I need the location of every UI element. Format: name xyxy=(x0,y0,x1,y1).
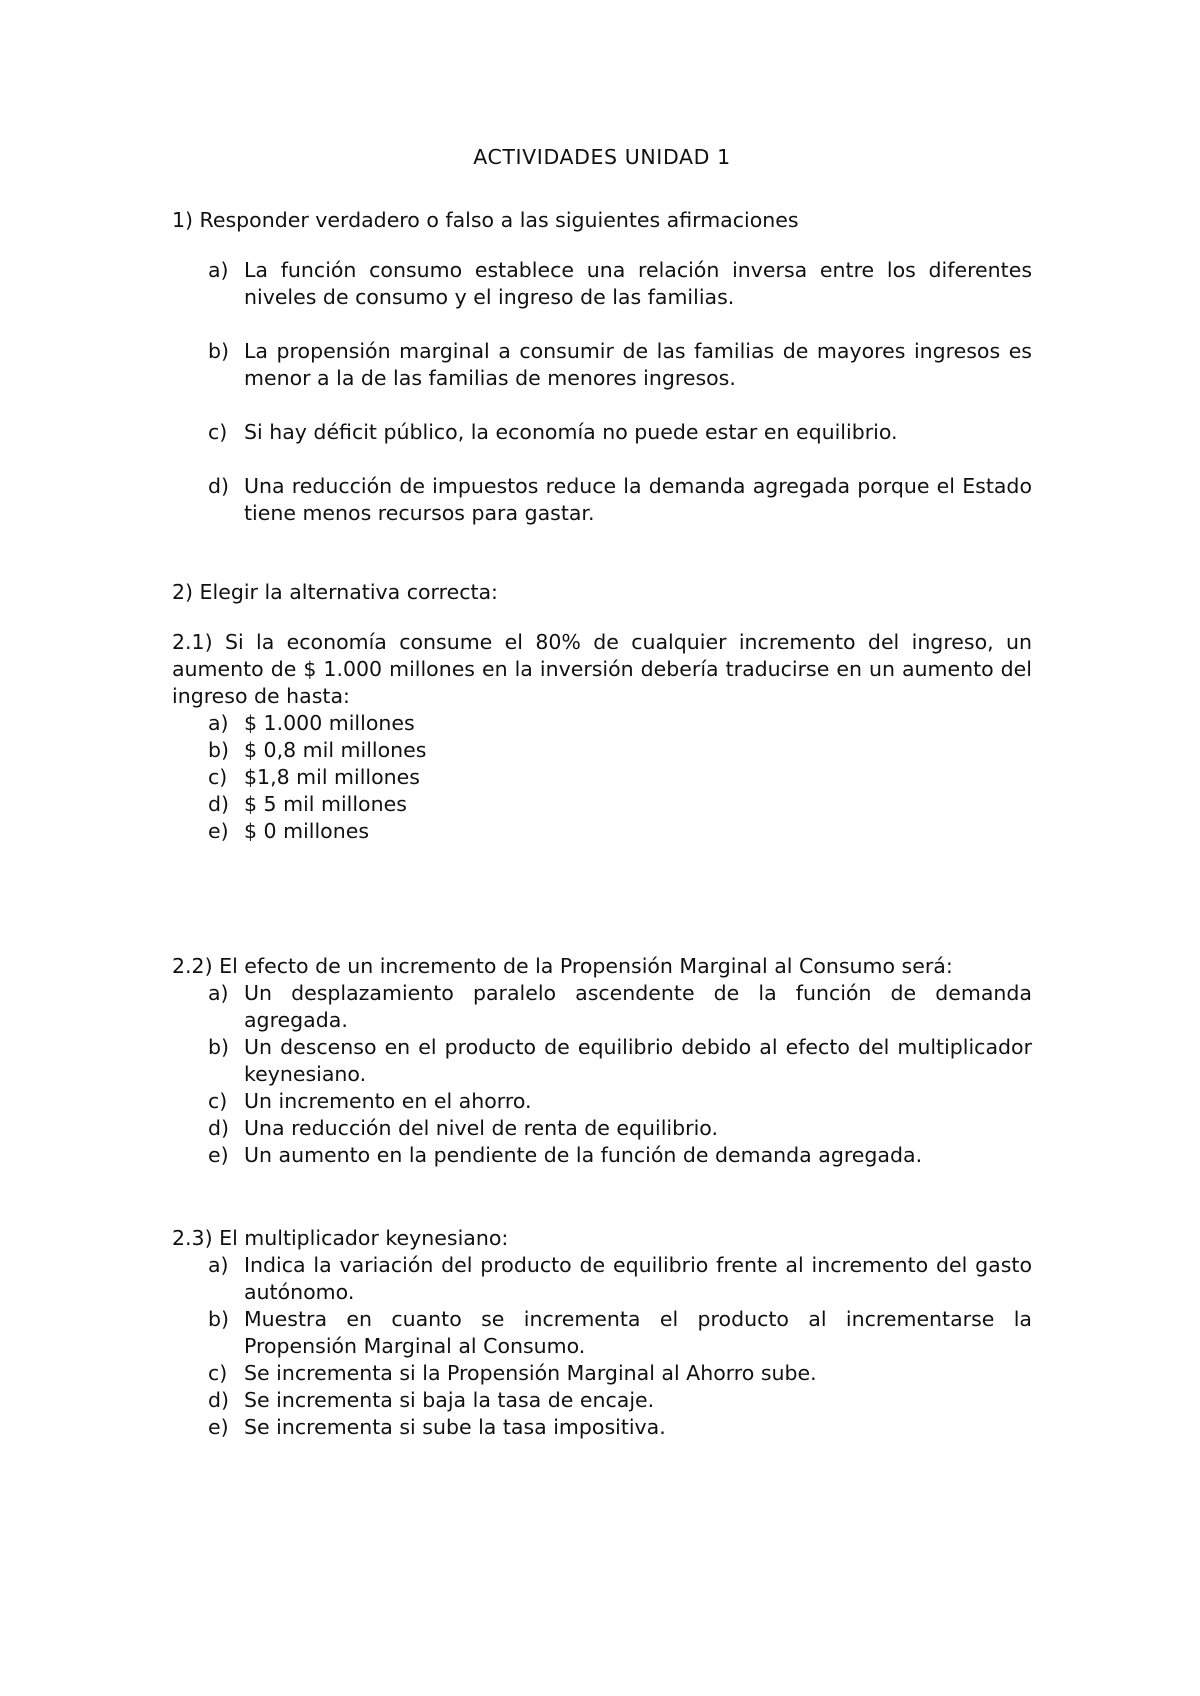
item-text: Se incrementa si baja la tasa de encaje. xyxy=(244,1388,655,1412)
item-text: $1,8 mil millones xyxy=(244,765,420,789)
item-marker: a) xyxy=(208,258,229,282)
list-item xyxy=(172,1360,1032,1387)
question-2-1-stem: 2.1) Si la economía consume el 80% de cualquier incremento del ingreso, un aumento de $ 1.000 millones en la inversión debería traducirse en un aumento del ingreso de hasta: xyxy=(172,630,1032,708)
item-text: Muestra en cuanto se incrementa el producto al incrementarse la Propensión Marginal al Consumo. xyxy=(244,1307,1032,1358)
list-item xyxy=(172,818,1032,845)
list-item xyxy=(172,473,1032,527)
item-marker: e) xyxy=(208,1415,229,1439)
item-text: Un incremento en el ahorro. xyxy=(244,1089,532,1113)
item-text: Una reducción del nivel de renta de equilibrio. xyxy=(244,1116,718,1140)
item-marker: a) xyxy=(208,1253,229,1277)
question-2-1-options xyxy=(172,710,1032,845)
item-marker: b) xyxy=(208,1035,230,1059)
question-2-3 xyxy=(172,1225,1032,1441)
item-marker: c) xyxy=(208,1361,228,1385)
list-item xyxy=(172,419,1032,446)
item-marker: b) xyxy=(208,1307,230,1331)
item-text: Una reducción de impuestos reduce la demanda agregada porque el Estado tiene menos recursos para gastar. xyxy=(244,474,1032,525)
item-marker: c) xyxy=(208,1089,228,1113)
item-text: $ 1.000 millones xyxy=(244,711,415,735)
item-marker: c) xyxy=(208,765,228,789)
item-marker: b) xyxy=(208,339,230,363)
question-2-2 xyxy=(172,953,1032,1169)
item-text: $ 0,8 mil millones xyxy=(244,738,427,762)
item-marker: d) xyxy=(208,474,230,498)
list-item xyxy=(172,1387,1032,1414)
item-text: Se incrementa si sube la tasa impositiva. xyxy=(244,1415,666,1439)
list-item xyxy=(172,791,1032,818)
list-item xyxy=(172,1115,1032,1142)
item-text: Indica la variación del producto de equilibrio frente al incremento del gasto autónomo. xyxy=(244,1253,1032,1304)
list-item xyxy=(172,1306,1032,1360)
item-marker: a) xyxy=(208,981,229,1005)
question-1 xyxy=(172,207,1032,527)
item-marker: b) xyxy=(208,738,230,762)
list-item xyxy=(172,1034,1032,1088)
item-text: $ 5 mil millones xyxy=(244,792,407,816)
question-2-3-stem: 2.3) El multiplicador keynesiano: xyxy=(172,1226,509,1250)
list-item xyxy=(172,1142,1032,1169)
item-text: Un descenso en el producto de equilibrio debido al efecto del multiplicador keynesiano. xyxy=(244,1035,1032,1086)
item-text: Se incrementa si la Propensión Marginal al Ahorro sube. xyxy=(244,1361,817,1385)
item-text: Un aumento en la pendiente de la función de demanda agregada. xyxy=(244,1143,923,1167)
item-marker: a) xyxy=(208,711,229,735)
item-text: $ 0 millones xyxy=(244,819,370,843)
question-1-options xyxy=(172,257,1032,527)
question-1-heading: 1) Responder verdadero o falso a las siguientes afirmaciones xyxy=(172,208,799,232)
document-title: ACTIVIDADES UNIDAD 1 xyxy=(473,145,731,169)
item-marker: d) xyxy=(208,1388,230,1412)
list-item xyxy=(172,980,1032,1034)
question-2-2-options xyxy=(172,980,1032,1169)
question-2-3-options xyxy=(172,1252,1032,1441)
list-item xyxy=(172,764,1032,791)
list-item xyxy=(172,1252,1032,1306)
item-marker: d) xyxy=(208,1116,230,1140)
list-item xyxy=(172,338,1032,392)
question-2-2-stem: 2.2) El efecto de un incremento de la Propensión Marginal al Consumo será: xyxy=(172,954,953,978)
item-marker: e) xyxy=(208,1143,229,1167)
list-item xyxy=(172,1414,1032,1441)
list-item xyxy=(172,257,1032,311)
item-marker: e) xyxy=(208,819,229,843)
question-2 xyxy=(172,579,1032,606)
list-item xyxy=(172,737,1032,764)
item-text: La propensión marginal a consumir de las familias de mayores ingresos es menor a la de las familias de menores ingresos. xyxy=(244,339,1032,390)
list-item xyxy=(172,710,1032,737)
question-2-1 xyxy=(172,629,1032,845)
question-2-heading: 2) Elegir la alternativa correcta: xyxy=(172,580,498,604)
item-text: La función consumo establece una relación inversa entre los diferentes niveles de consumo y el ingreso de las familias. xyxy=(244,258,1032,309)
item-marker: c) xyxy=(208,420,228,444)
list-item xyxy=(172,1088,1032,1115)
item-marker: d) xyxy=(208,792,230,816)
item-text: Si hay déficit público, la economía no puede estar en equilibrio. xyxy=(244,420,898,444)
item-text: Un desplazamiento paralelo ascendente de la función de demanda agregada. xyxy=(244,981,1032,1032)
